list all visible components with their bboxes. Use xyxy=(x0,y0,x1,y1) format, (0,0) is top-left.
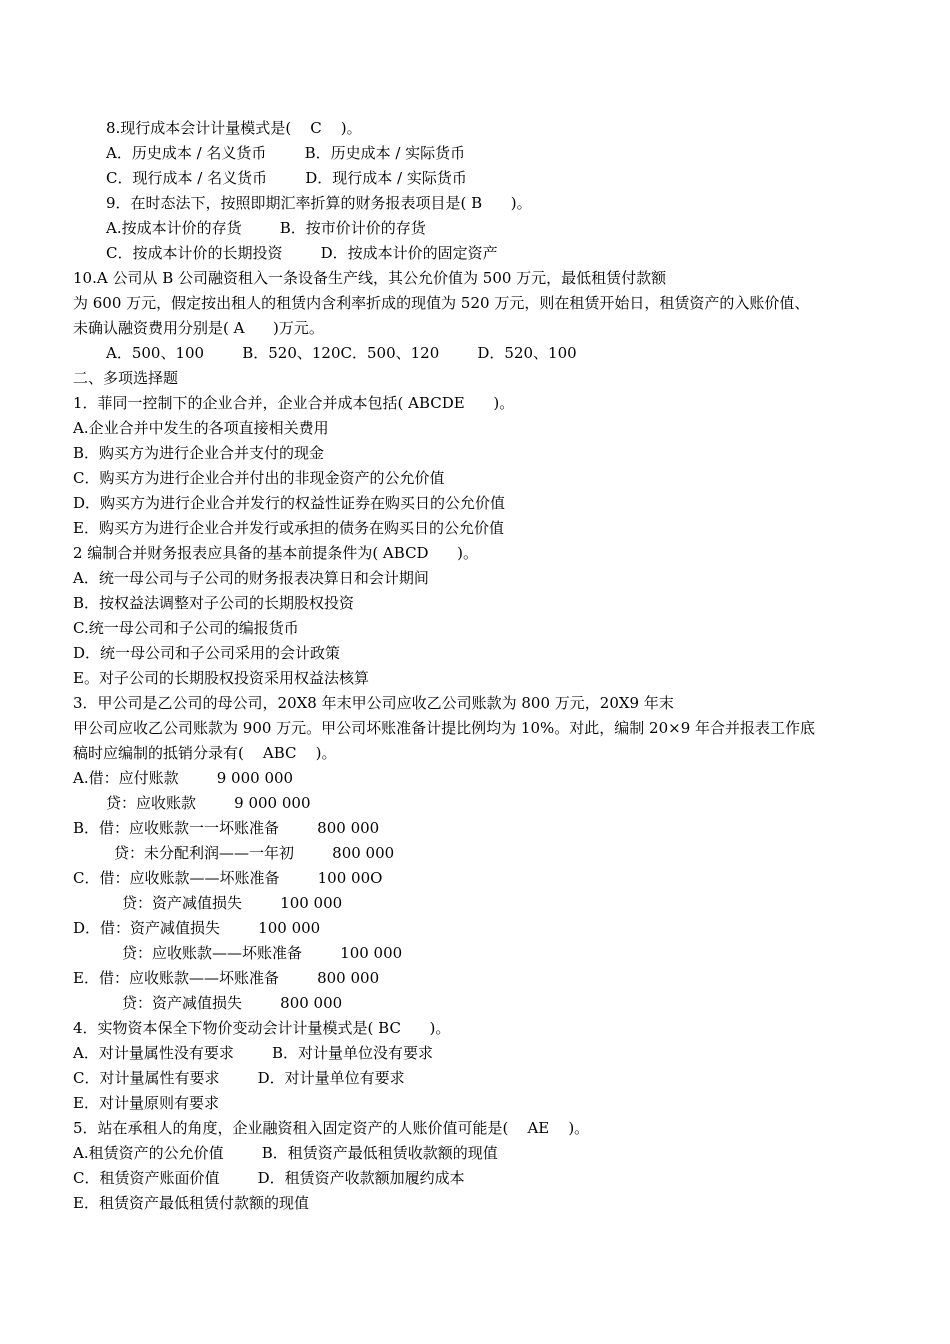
multi-question-4-option-e: E．对计量原则有要求 xyxy=(73,1094,219,1112)
multi-question-3-line-3: 稿时应编制的抵销分录有( ABC )。 xyxy=(73,744,337,762)
multi-question-3-option-a-debit: A.借：应付账款 9 000 000 xyxy=(73,769,294,787)
multi-question-4-stem: 4．实物资本保全下物价变动会计计量模式是( BC )。 xyxy=(73,1019,451,1037)
multi-question-3-option-c-credit: 贷：资产减值损失 100 000 xyxy=(122,894,343,912)
multi-question-1-option-b: B．购买方为进行企业合并支付的现金 xyxy=(73,444,325,462)
question-10-line-2: 为 600 万元，假定按出租人的租赁内含利率折成的现值为 520 万元，则在租赁开始日，租赁资产的入账价值、 xyxy=(73,294,810,312)
multi-question-2-option-c: C.统一母公司和子公司的编报货币 xyxy=(73,619,299,637)
multi-question-1-stem: 1．菲同一控制下的企业合并，企业合并成本包括( ABCDE )。 xyxy=(73,394,515,412)
multi-question-5-option-e: E．租赁资产最低租赁付款额的现值 xyxy=(73,1194,309,1212)
question-9-options-ab: A.按成本计价的存货 B．按市价计价的存货 xyxy=(106,219,426,237)
multi-question-5-options-cd: C．租赁资产账面价值 D．租赁资产收款额加履约成本 xyxy=(73,1169,465,1187)
multi-question-3-option-b-debit: B．借：应收账款一一坏账准备 800 000 xyxy=(73,819,380,837)
multi-question-3-option-a-credit: 贷：应收账款 9 000 000 xyxy=(106,794,311,812)
question-9-options-cd: C．按成本计价的长期投资 D．按成本计价的固定资产 xyxy=(106,244,498,262)
question-8-options-cd: C．现行成本 / 名义货币 D．现行成本 / 实际货币 xyxy=(106,169,467,187)
multi-question-3-option-e-credit: 贷：资产减值损失 800 000 xyxy=(122,994,343,1012)
multi-question-2-stem: 2 编制合并财务报表应具备的基本前提条件为( ABCD )。 xyxy=(73,544,479,562)
multi-question-1-option-c: C．购买方为进行企业合并付出的非现金资产的公允价值 xyxy=(73,469,445,487)
multi-question-3-option-b-credit: 贷：未分配利润——一年初 800 000 xyxy=(114,844,395,862)
multi-question-1-option-a: A.企业合并中发生的各项直接相关费用 xyxy=(73,419,329,437)
section-2-title: 二、多项选择题 xyxy=(73,369,179,387)
multi-question-3-option-c-debit: C．借：应收账款——坏账准备 100 00O xyxy=(73,869,383,887)
question-8-stem: 8.现行成本会计计量模式是( C )。 xyxy=(106,119,362,137)
multi-question-2-option-d: D．统一母公司和子公司采用的会计政策 xyxy=(73,644,341,662)
multi-question-3-line-1: 3．甲公司是乙公司的母公司，20X8 年末甲公司应收乙公司账款为 800 万元，20X9 年末 xyxy=(73,694,674,712)
multi-question-3-option-d-debit: D．借：资产减值损失 100 000 xyxy=(73,919,321,937)
multi-question-4-options-ab: A．对计量属性没有要求 B．对计量单位没有要求 xyxy=(73,1044,434,1062)
multi-question-3-line-2: 甲公司应收乙公司账款为 900 万元。甲公司坏账准备计提比例均为 10%。对此，编制 20×9 年合并报表工作底 xyxy=(73,719,816,737)
multi-question-2-option-a: A．统一母公司与子公司的财务报表决算日和会计期间 xyxy=(73,569,429,587)
multi-question-5-options-ab: A.租赁资产的公允价值 B．租赁资产最低租赁收款额的现值 xyxy=(73,1144,498,1162)
multi-question-2-option-e: E。对子公司的长期股权投资采用权益法核算 xyxy=(73,669,369,687)
multi-question-4-options-cd: C．对计量属性有要求 D．对计量单位有要求 xyxy=(73,1069,405,1087)
multi-question-5-stem: 5．站在承租人的角度，企业融资租入固定资产的人账价值可能是( AE )。 xyxy=(73,1119,590,1137)
multi-question-1-option-d: D．购买方为进行企业合并发行的权益性证券在购买日的公允价值 xyxy=(73,494,506,512)
question-10-options: A．500、100 B．520、120C．500、120 D．520、100 xyxy=(106,344,577,362)
multi-question-2-option-b: B．按权益法调整对子公司的长期股权投资 xyxy=(73,594,355,612)
question-10-line-3: 未确认融资费用分别是( A )万元。 xyxy=(73,319,324,337)
multi-question-1-option-e: E．购买方为进行企业合并发行或承担的债务在购买日的公允价值 xyxy=(73,519,504,537)
question-10-line-1: 10.A 公司从 B 公司融资租入一条设备生产线，其公允价值为 500 万元，最低租赁付款额 xyxy=(73,269,667,287)
question-9-stem: 9．在时态法下，按照即期汇率折算的财务报表项目是( B )。 xyxy=(106,194,532,212)
multi-question-3-option-d-credit: 贷：应收账款——坏账准备 100 000 xyxy=(122,944,403,962)
multi-question-3-option-e-debit: E．借：应收账款——坏账准备 800 000 xyxy=(73,969,380,987)
question-8-options-ab: A．历史成本 / 名义货币 B．历史成本 / 实际货币 xyxy=(106,144,466,162)
